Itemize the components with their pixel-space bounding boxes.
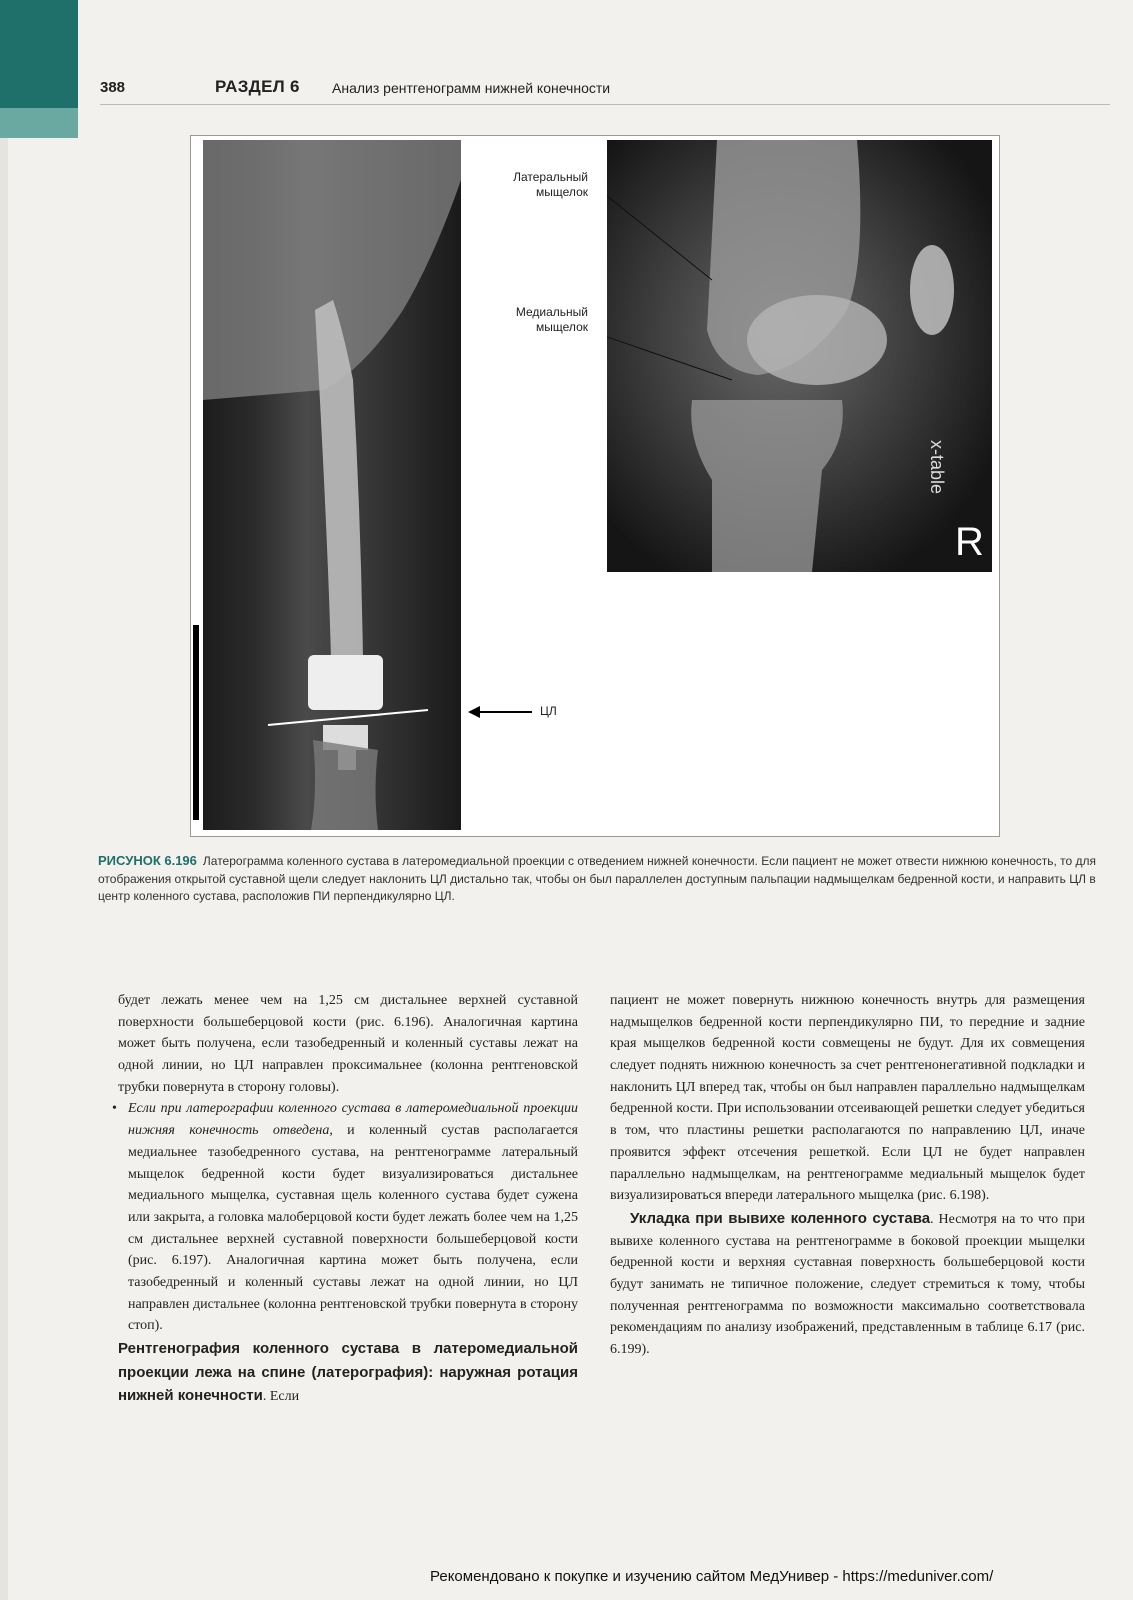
left-subhead: Рентгенография коленного сустава в латеромедиальной проекции лежа на спине (латерография): наружная ротация нижней конечности	[118, 1340, 578, 1405]
right-subhead-paragraph	[610, 1207, 1085, 1361]
left-paragraph: будет лежать менее чем на 1,25 см дистальнее верхней суставной поверхности большеберцовой кости (рис. 6.196). Аналогичная картина может быть получена, если тазобедренный и коленный суставы лежат на одной линии, но ЦЛ направлен проксимальнее (колонна рентгеновской трубки повернута в сторону головы).	[118, 993, 578, 1095]
xray-side-marker: R	[955, 520, 984, 564]
label-lateral-condyle: Латеральный мыщелок	[513, 170, 588, 199]
right-paragraph-2: . Несмотря на то что при вывихе коленного сустава на рентгенограмме в боковой проекции мыщелки бедренной кости и верхняя суставная поверхность большеберцовой кости будут занимать не типичное положение, следует стремиться к тому, чтобы полученная рентгенограмма по возможности максимально соответствовала рекомендациям по анализу изображений, представленным в таблице 6.17 (рис. 6.199).	[610, 1211, 1085, 1357]
bullet-icon: •	[112, 1101, 117, 1117]
xray-left-image	[203, 140, 461, 830]
page-number: 388	[100, 79, 126, 96]
label-cl: ЦЛ	[540, 704, 557, 718]
section-title: Анализ рентгенограмм нижней конечности	[332, 80, 611, 96]
corner-tab-accent	[0, 108, 78, 138]
left-bullet-italic: Если при латерографии коленного сустава в латеромедиальной проекции нижняя конечность отведена	[128, 1101, 578, 1139]
header-rule	[100, 104, 1110, 105]
right-paragraph: пациент не может повернуть нижнюю конечность внутрь для размещения надмыщелков бедренной кости перпендикулярно ПИ, то передние и задние края мыщелков бедренной кости совмещены не будут. Для их совмещения следует поднять нижнюю конечность за счет рентгенонегативной подкладки и наклонить ЦЛ вперед так, чтобы он был направлен параллельно надмыщелкам бедренной кости. При использовании отсеивающей решетки следует убедиться в том, что пластины решетки располагаются по направлению ЦЛ, иначе проявится эффект отсечения решеткой. Если ЦЛ не будет направлен параллельно надмыщелкам, на рентгенограмме медиальный мыщелок будет визуализироваться впереди латерального мыщелка (рис. 6.198).	[610, 993, 1085, 1204]
femur-tibia-illustration	[203, 140, 461, 830]
left-subhead-paragraph	[118, 1337, 578, 1408]
caption-label: РИСУНОК 6.196	[98, 853, 197, 868]
left-bullet-text: , и коленный сустав располагается медиальнее тазобедренного сустава, на рентгенограмме латеральный мыщелок бедренной кости будет визуализироваться дистальнее медиального мыщелка, суставная щель коленного сустава будет сужена или закрыта, а головка малоберцовой кости будет лежать более чем на 1,25 см дистальнее верхней суставной поверхности большеберцовой кости (рис. 6.197). Аналогичная картина может быть получена, если тазобедренный и коленный суставы лежат на одной линии, но ЦЛ направлен дистальнее (колонна рентгеновской трубки повернута в сторону стоп).	[128, 1123, 579, 1334]
footer-note: Рекомендовано к покупке и изучению сайтом МедУнивер - https://meduniver.com/	[430, 1568, 994, 1585]
right-column	[610, 990, 1085, 1361]
figure-caption	[98, 852, 1110, 906]
arrow-line	[470, 711, 532, 713]
left-subhead-tail: . Если	[262, 1389, 300, 1405]
xray-xtable-marker: x-table	[927, 440, 947, 495]
corner-tab	[0, 0, 78, 108]
section-label: РАЗДЕЛ 6	[215, 77, 300, 96]
xray-right-image	[607, 140, 992, 572]
caption-text: Латерограмма коленного сустава в латеромедиальной проекции с отведением нижней конечности. Если пациент не может отвести нижнюю конечность, то для отображения открытой суставной щели следует наклонить ЦЛ дистально так, чтобы он был параллелен доступным пальпации надмыщелкам бедренной кости, и направить ЦЛ в центр коленного сустава, расположив ПИ перпендикулярно ЦЛ.	[98, 854, 1097, 904]
left-bullet	[112, 1098, 579, 1337]
right-subhead: Укладка при вывихе коленного сустава	[630, 1209, 931, 1227]
left-column	[112, 990, 579, 1408]
scale-bar	[193, 625, 199, 820]
knee-lateral-illustration	[607, 140, 992, 572]
page-edge	[0, 138, 8, 1600]
label-medial-condyle: Медиальный мыщелок	[515, 305, 588, 334]
